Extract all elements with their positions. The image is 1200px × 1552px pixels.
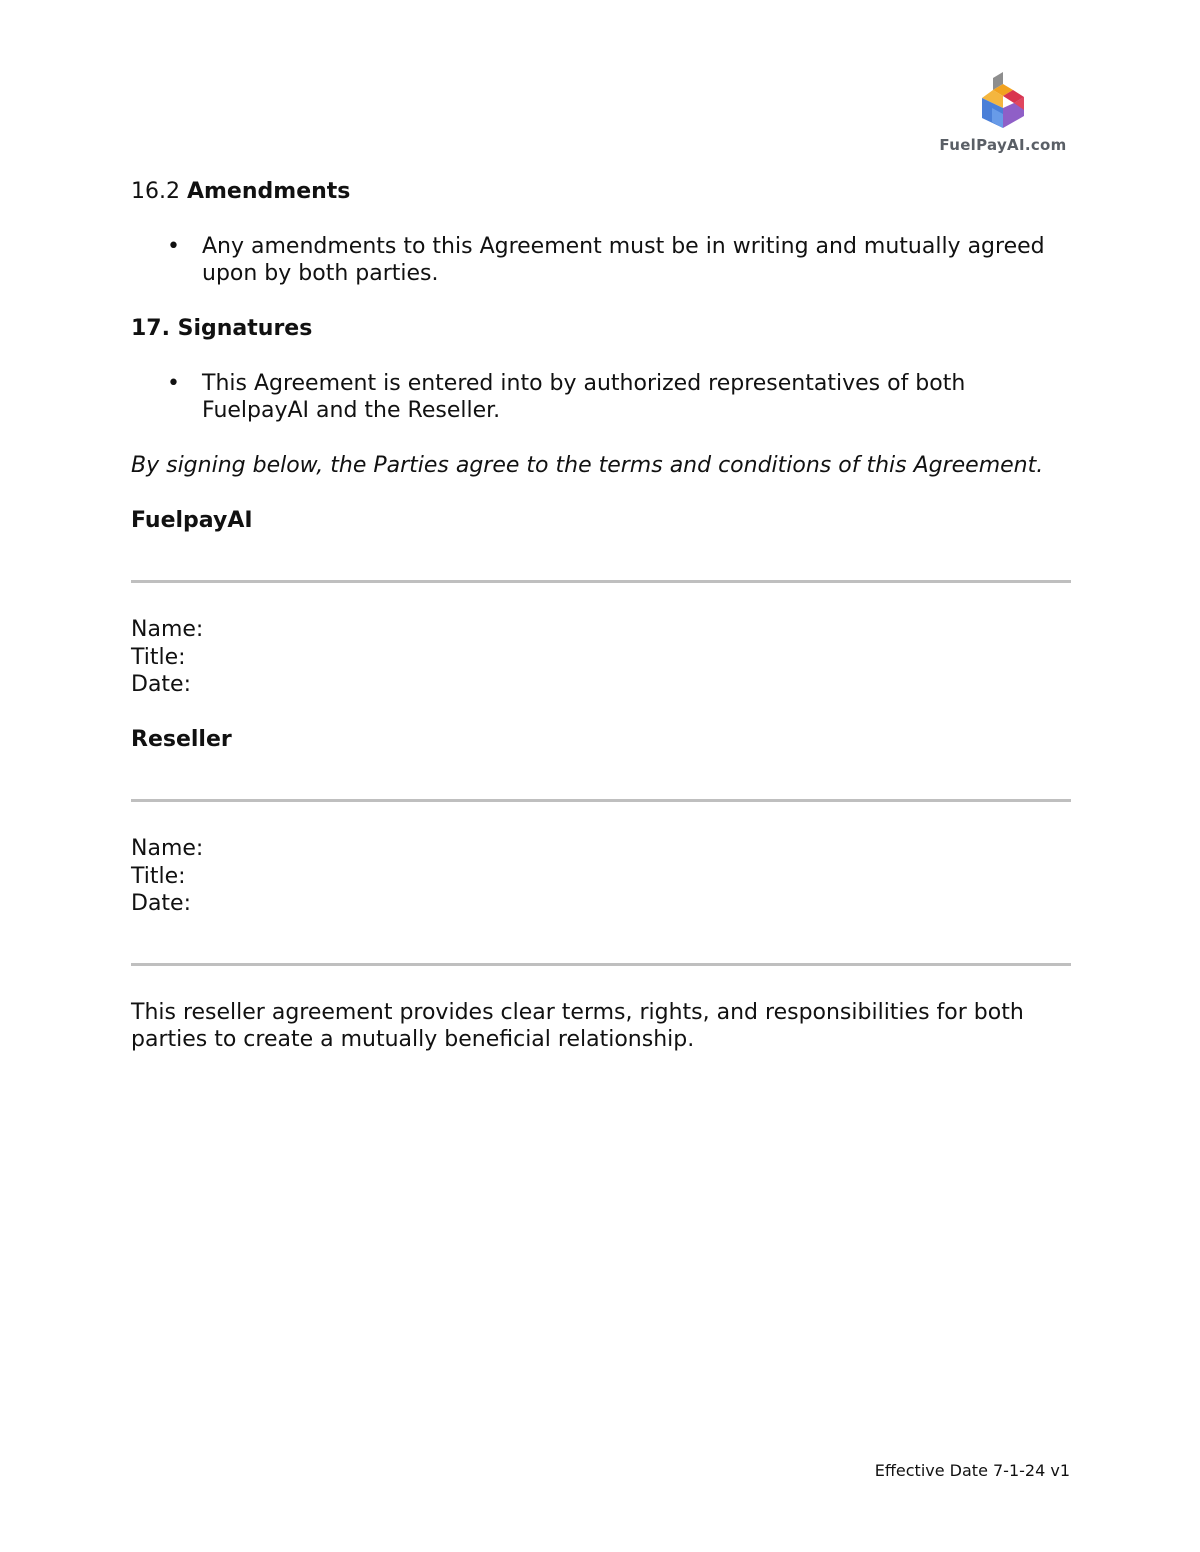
section-16-2-heading bbox=[131, 178, 350, 205]
section-number: 16.2 bbox=[131, 179, 180, 204]
signature-party-name: Reseller bbox=[131, 727, 232, 752]
logo-brand-text: FuelPayAI.com bbox=[939, 136, 1067, 154]
list-item bbox=[131, 370, 1071, 426]
fuelpayai-cube-logo-icon bbox=[976, 70, 1030, 132]
bullet-text: This Agreement is entered into by authorized representatives of both FuelpayAI and the Reseller. bbox=[202, 371, 966, 423]
name-label: Name: bbox=[131, 617, 204, 642]
signature-line bbox=[131, 799, 1071, 802]
signature-line bbox=[131, 580, 1071, 583]
footer-effective-date: Effective Date 7-1-24 v1 bbox=[874, 1461, 1070, 1480]
signature-fields bbox=[131, 835, 203, 918]
name-label: Name: bbox=[131, 836, 204, 861]
list-item bbox=[131, 233, 1071, 289]
signing-statement: By signing below, the Parties agree to the terms and conditions of this Agreement. bbox=[131, 453, 1044, 478]
bullet-text: Any amendments to this Agreement must be in writing and mutually agreed upon by both parties. bbox=[202, 234, 1045, 286]
closing-paragraph: This reseller agreement provides clear terms, rights, and responsibilities for both parties to create a mutually beneficial relationship. bbox=[131, 1000, 1024, 1052]
section-17-heading: 17. Signatures bbox=[131, 316, 313, 341]
date-label: Date: bbox=[131, 891, 191, 916]
date-label: Date: bbox=[131, 672, 191, 697]
signature-party-name: FuelpayAI bbox=[131, 508, 253, 533]
section-title: Amendments bbox=[186, 179, 351, 204]
section-divider bbox=[131, 963, 1071, 966]
title-label: Title: bbox=[131, 863, 186, 889]
title-label: Title: bbox=[131, 644, 186, 670]
bullet-marker: • bbox=[167, 234, 180, 259]
bullet-marker: • bbox=[167, 371, 180, 396]
brand-logo bbox=[930, 66, 1076, 158]
signature-fields bbox=[131, 616, 203, 699]
